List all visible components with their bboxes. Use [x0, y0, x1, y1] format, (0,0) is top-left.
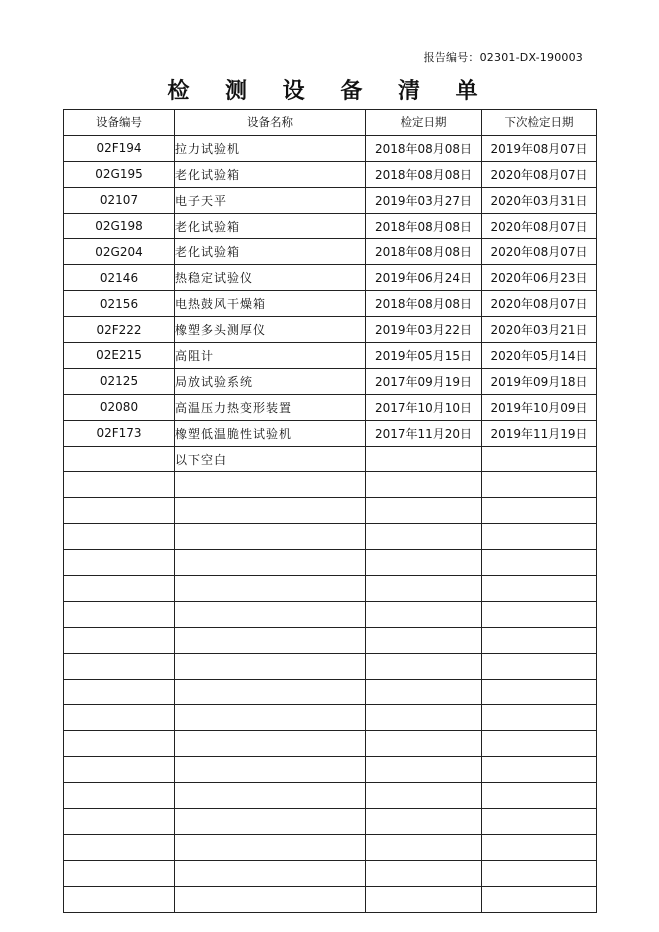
equipment-name-cell — [175, 731, 366, 757]
equipment-name-cell — [175, 757, 366, 783]
table-row — [64, 524, 597, 550]
calibration-date-cell — [366, 679, 482, 705]
equipment-code-cell: 02156 — [64, 291, 175, 317]
next-calibration-date-cell: 2020年08月07日 — [482, 213, 597, 239]
equipment-name-cell — [175, 783, 366, 809]
equipment-code-cell — [64, 498, 175, 524]
calibration-date-cell: 2019年03月27日 — [366, 187, 482, 213]
table-row — [64, 601, 597, 627]
equipment-name-cell: 高阻计 — [175, 343, 366, 369]
equipment-name-cell: 高温压力热变形装置 — [175, 394, 366, 420]
equipment-code-cell: 02G198 — [64, 213, 175, 239]
calibration-date-cell: 2017年09月19日 — [366, 368, 482, 394]
table-row — [64, 627, 597, 653]
calibration-date-cell — [366, 472, 482, 498]
next-calibration-date-cell — [482, 627, 597, 653]
table-row — [64, 653, 597, 679]
equipment-name-cell: 老化试验箱 — [175, 161, 366, 187]
next-calibration-date-cell: 2020年08月07日 — [482, 161, 597, 187]
next-calibration-date-cell — [482, 757, 597, 783]
equipment-code-cell: 02146 — [64, 265, 175, 291]
equipment-name-cell: 橡塑多头测厚仪 — [175, 317, 366, 343]
equipment-name-cell — [175, 627, 366, 653]
equipment-name-cell: 局放试验系统 — [175, 368, 366, 394]
equipment-name-cell — [175, 498, 366, 524]
table-row — [64, 446, 597, 472]
next-calibration-date-cell — [482, 809, 597, 835]
equipment-code-cell: 02F173 — [64, 420, 175, 446]
calibration-date-cell — [366, 601, 482, 627]
equipment-code-cell — [64, 446, 175, 472]
calibration-date-cell: 2019年06月24日 — [366, 265, 482, 291]
equipment-name-cell: 以下空白 — [175, 446, 366, 472]
equipment-code-cell — [64, 524, 175, 550]
equipment-name-cell — [175, 809, 366, 835]
next-calibration-date-cell — [482, 601, 597, 627]
table-row — [64, 679, 597, 705]
table-row — [64, 576, 597, 602]
table-row — [64, 550, 597, 576]
equipment-name-cell — [175, 550, 366, 576]
header-next-calibration-date: 下次检定日期 — [482, 110, 597, 136]
equipment-name-cell: 老化试验箱 — [175, 239, 366, 265]
table-row — [64, 783, 597, 809]
equipment-code-cell — [64, 576, 175, 602]
equipment-name-cell — [175, 524, 366, 550]
equipment-code-cell — [64, 601, 175, 627]
table-row — [64, 757, 597, 783]
equipment-table — [63, 109, 597, 913]
next-calibration-date-cell: 2019年10月09日 — [482, 394, 597, 420]
next-calibration-date-cell: 2020年03月21日 — [482, 317, 597, 343]
next-calibration-date-cell — [482, 498, 597, 524]
equipment-code-cell: 02G195 — [64, 161, 175, 187]
calibration-date-cell: 2018年08月08日 — [366, 213, 482, 239]
calibration-date-cell — [366, 860, 482, 886]
table-row — [64, 394, 597, 420]
next-calibration-date-cell: 2020年08月07日 — [482, 291, 597, 317]
next-calibration-date-cell — [482, 679, 597, 705]
calibration-date-cell — [366, 886, 482, 912]
equipment-name-cell: 拉力试验机 — [175, 135, 366, 161]
equipment-code-cell: 02E215 — [64, 343, 175, 369]
calibration-date-cell: 2019年03月22日 — [366, 317, 482, 343]
equipment-name-cell: 电子天平 — [175, 187, 366, 213]
equipment-code-cell — [64, 860, 175, 886]
equipment-name-cell — [175, 472, 366, 498]
equipment-name-cell — [175, 576, 366, 602]
table-row — [64, 886, 597, 912]
next-calibration-date-cell — [482, 550, 597, 576]
equipment-code-cell: 02125 — [64, 368, 175, 394]
calibration-date-cell: 2018年08月08日 — [366, 239, 482, 265]
equipment-code-cell — [64, 834, 175, 860]
next-calibration-date-cell — [482, 783, 597, 809]
table-row — [64, 860, 597, 886]
calibration-date-cell: 2019年05月15日 — [366, 343, 482, 369]
calibration-date-cell: 2018年08月08日 — [366, 291, 482, 317]
calibration-date-cell: 2018年08月08日 — [366, 135, 482, 161]
next-calibration-date-cell — [482, 524, 597, 550]
next-calibration-date-cell: 2020年03月31日 — [482, 187, 597, 213]
next-calibration-date-cell: 2019年08月07日 — [482, 135, 597, 161]
next-calibration-date-cell: 2019年11月19日 — [482, 420, 597, 446]
page-title: 检 测 设 备 清 单 — [167, 78, 492, 104]
equipment-name-cell: 电热鼓风干燥箱 — [175, 291, 366, 317]
header-calibration-date: 检定日期 — [366, 110, 482, 136]
next-calibration-date-cell — [482, 886, 597, 912]
next-calibration-date-cell: 2020年05月14日 — [482, 343, 597, 369]
calibration-date-cell: 2017年10月10日 — [366, 394, 482, 420]
equipment-code-cell — [64, 679, 175, 705]
calibration-date-cell — [366, 498, 482, 524]
next-calibration-date-cell — [482, 705, 597, 731]
calibration-date-cell — [366, 653, 482, 679]
next-calibration-date-cell — [482, 653, 597, 679]
calibration-date-cell — [366, 550, 482, 576]
calibration-date-cell — [366, 705, 482, 731]
calibration-date-cell — [366, 783, 482, 809]
next-calibration-date-cell: 2019年09月18日 — [482, 368, 597, 394]
table-row — [64, 368, 597, 394]
equipment-code-cell: 02080 — [64, 394, 175, 420]
table-row — [64, 498, 597, 524]
equipment-name-cell — [175, 601, 366, 627]
calibration-date-cell — [366, 576, 482, 602]
table-row — [64, 420, 597, 446]
next-calibration-date-cell — [482, 860, 597, 886]
next-calibration-date-cell — [482, 834, 597, 860]
table-row — [64, 809, 597, 835]
header-equipment-name: 设备名称 — [175, 110, 366, 136]
calibration-date-cell — [366, 627, 482, 653]
equipment-code-cell — [64, 886, 175, 912]
equipment-name-cell — [175, 679, 366, 705]
header-row — [64, 110, 597, 136]
next-calibration-date-cell — [482, 731, 597, 757]
equipment-code-cell — [64, 550, 175, 576]
table-row — [64, 317, 597, 343]
equipment-code-cell — [64, 627, 175, 653]
equipment-name-cell — [175, 705, 366, 731]
calibration-date-cell: 2018年08月08日 — [366, 161, 482, 187]
calibration-date-cell — [366, 757, 482, 783]
header-equipment-code: 设备编号 — [64, 110, 175, 136]
table-row — [64, 265, 597, 291]
next-calibration-date-cell — [482, 472, 597, 498]
table-row — [64, 705, 597, 731]
calibration-date-cell — [366, 834, 482, 860]
equipment-code-cell — [64, 809, 175, 835]
equipment-code-cell — [64, 472, 175, 498]
table-row — [64, 213, 597, 239]
next-calibration-date-cell — [482, 576, 597, 602]
equipment-code-cell: 02107 — [64, 187, 175, 213]
equipment-name-cell: 老化试验箱 — [175, 213, 366, 239]
table-row — [64, 291, 597, 317]
calibration-date-cell — [366, 731, 482, 757]
equipment-code-cell: 02G204 — [64, 239, 175, 265]
next-calibration-date-cell: 2020年06月23日 — [482, 265, 597, 291]
equipment-name-cell — [175, 653, 366, 679]
equipment-code-cell — [64, 705, 175, 731]
equipment-name-cell — [175, 860, 366, 886]
table-row — [64, 343, 597, 369]
table-row — [64, 472, 597, 498]
equipment-name-cell: 热稳定试验仪 — [175, 265, 366, 291]
report-number: 报告编号：02301-DX-190003 — [423, 51, 583, 64]
equipment-code-cell — [64, 653, 175, 679]
calibration-date-cell — [366, 446, 482, 472]
equipment-code-cell — [64, 757, 175, 783]
table-body — [64, 135, 597, 912]
equipment-code-cell — [64, 783, 175, 809]
calibration-date-cell — [366, 524, 482, 550]
table-row — [64, 187, 597, 213]
table-row — [64, 834, 597, 860]
table-row — [64, 135, 597, 161]
table-row — [64, 239, 597, 265]
equipment-code-cell: 02F194 — [64, 135, 175, 161]
next-calibration-date-cell — [482, 446, 597, 472]
equipment-name-cell — [175, 886, 366, 912]
equipment-name-cell — [175, 834, 366, 860]
equipment-code-cell: 02F222 — [64, 317, 175, 343]
table-row — [64, 161, 597, 187]
equipment-name-cell: 橡塑低温脆性试验机 — [175, 420, 366, 446]
table-row — [64, 731, 597, 757]
equipment-code-cell — [64, 731, 175, 757]
calibration-date-cell: 2017年11月20日 — [366, 420, 482, 446]
next-calibration-date-cell: 2020年08月07日 — [482, 239, 597, 265]
calibration-date-cell — [366, 809, 482, 835]
